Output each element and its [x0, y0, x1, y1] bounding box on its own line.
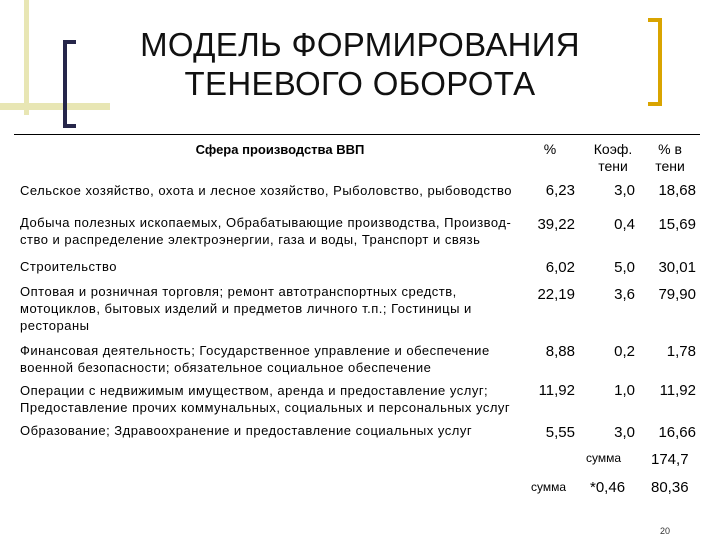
- right-bracket-decoration: [648, 18, 662, 106]
- row-percent: 11,92: [538, 382, 575, 399]
- row-coef: 0,4: [614, 216, 635, 233]
- header-shadow-line1: % в: [658, 141, 682, 157]
- row-text-line: мотоциклов, бытовых изделий и предметов личного т.п.; Гостиницы и: [20, 301, 472, 316]
- table-row-sector: [20, 214, 520, 248]
- row-text-line: Образование; Здравоохранение и предоставление социальных услуг: [20, 423, 473, 438]
- table-row-sector: [20, 382, 520, 416]
- row-text-line: Добыча полезных ископаемых, Обрабатывающие производства, Производ-: [20, 215, 512, 230]
- row-percent: 6,23: [545, 182, 575, 199]
- row-text-line: рестораны: [20, 318, 90, 333]
- title-line-1: МОДЕЛЬ ФОРМИРОВАНИЯ: [140, 26, 580, 63]
- decorative-vertical-bar: [24, 0, 29, 115]
- header-coef: [583, 141, 643, 175]
- summary-coef: *0,46: [590, 479, 626, 496]
- summary-value: 80,36: [651, 479, 689, 496]
- header-coef-line2: тени: [598, 158, 628, 174]
- row-coef: 1,0: [614, 382, 635, 399]
- row-percent: 39,22: [537, 216, 575, 233]
- left-bracket-decoration: [63, 40, 76, 128]
- row-coef: 0,2: [614, 343, 635, 360]
- table-row-sector: [20, 283, 520, 334]
- summary-label: сумма: [586, 451, 622, 465]
- row-shadow: 18,68: [658, 182, 696, 199]
- table-row-sector: [20, 258, 520, 275]
- table-top-rule: [14, 134, 700, 135]
- row-coef: 5,0: [614, 259, 635, 276]
- slide-title: [80, 25, 640, 103]
- row-shadow: 15,69: [658, 216, 696, 233]
- row-shadow: 16,66: [658, 424, 696, 441]
- header-shadow-line2: тени: [655, 158, 685, 174]
- page-number: 20: [660, 526, 671, 536]
- header-sector: Сфера производства ВВП: [195, 142, 365, 157]
- row-shadow: 1,78: [666, 343, 696, 360]
- summary-label: сумма: [531, 480, 567, 494]
- row-text-line: военной безопасности; обязательное социальное обеспечение: [20, 360, 432, 375]
- row-text-line: Строительство: [20, 259, 117, 274]
- row-text-line: Оптовая и розничная торговля; ремонт автотранспортных средств,: [20, 284, 457, 299]
- row-percent: 6,02: [545, 259, 575, 276]
- header-percent: %: [543, 141, 557, 157]
- row-percent: 22,19: [537, 286, 575, 303]
- row-coef: 3,6: [614, 286, 635, 303]
- table-row-sector: [20, 182, 520, 199]
- table-row-sector: [20, 342, 520, 376]
- header-shadow: [642, 141, 698, 175]
- row-shadow: 11,92: [659, 382, 696, 399]
- row-shadow: 30,01: [658, 259, 696, 276]
- row-coef: 3,0: [614, 182, 635, 199]
- row-percent: 5,55: [545, 424, 575, 441]
- title-line-2: ТЕНЕВОГО ОБОРОТА: [184, 65, 536, 102]
- row-shadow: 79,90: [658, 286, 696, 303]
- summary-value: 174,7: [651, 451, 689, 468]
- row-text-line: Предоставление прочих коммунальных, социальных и персональных услуг: [20, 400, 511, 415]
- row-text-line: Операции с недвижимым имуществом, аренда и предоставление услуг;: [20, 383, 489, 398]
- table-row-sector: [20, 422, 520, 439]
- header-coef-line1: Коэф.: [593, 141, 633, 157]
- row-text-line: Финансовая деятельность; Государственное управление и обеспечение: [20, 343, 490, 358]
- row-text-line: Сельское хозяйство, охота и лесное хозяйство, Рыболовство, рыбоводство: [20, 183, 512, 198]
- row-percent: 8,88: [545, 343, 575, 360]
- decorative-horizontal-bar: [0, 103, 110, 110]
- row-coef: 3,0: [614, 424, 635, 441]
- row-text-line: ство и распределение электроэнергии, газа и воды, Транспорт и связь: [20, 232, 481, 247]
